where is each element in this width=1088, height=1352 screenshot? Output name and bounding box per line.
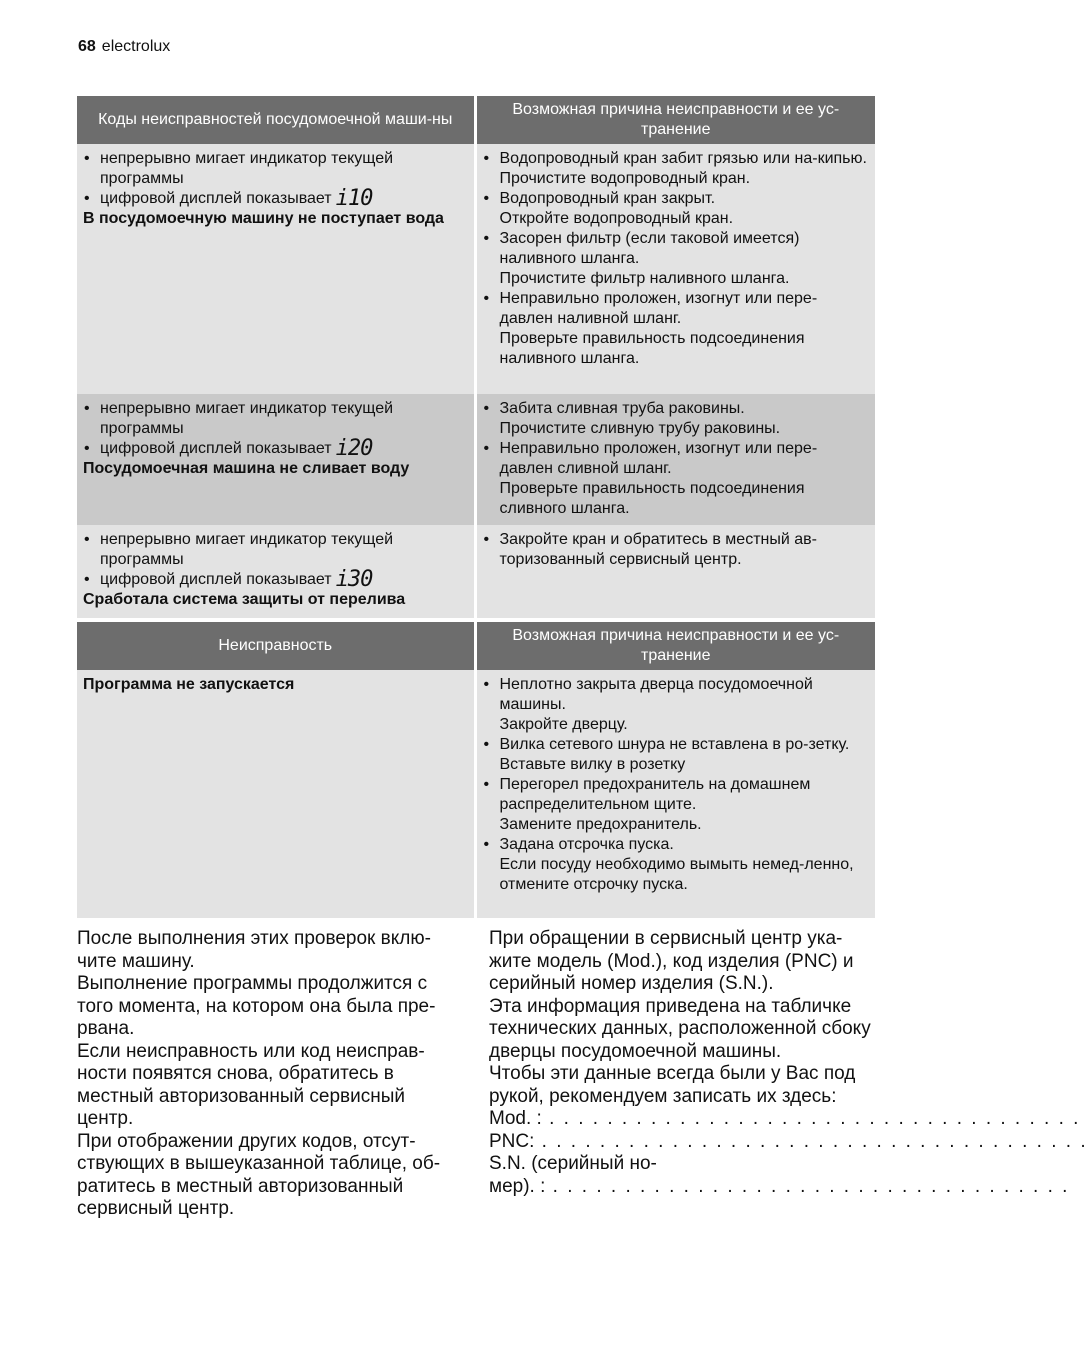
fix-text: Проверьте правильность подсоединения наливного шланга.: [499, 330, 805, 367]
causes-cell: [475, 144, 875, 394]
list-item: [83, 186, 466, 211]
table-row: [77, 144, 875, 394]
list-item: [483, 229, 868, 289]
pnc-fill-line: [489, 1130, 1088, 1154]
cause-text: Задана отсрочка пуска.: [499, 836, 674, 853]
troubleshooting-table: [77, 622, 875, 918]
dotted-leader: . . . . . . . . . . . . . . . . . . . . . . . . . . . . . . . . . . . . .: [541, 1108, 1081, 1129]
paragraph: Эта информация приведена на табличке технических данных, расположенной сбоку дверцы посудомоечной машины.: [489, 995, 871, 1062]
list-item: [483, 149, 868, 189]
fault-cell: [77, 525, 475, 618]
paragraph: Чтобы эти данные всегда были у Вас под рукой, рекомендуем записать их здесь:: [489, 1063, 856, 1107]
fix-text: Вставьте вилку в розетку: [499, 756, 686, 773]
sn-label-first-line: S.N. (серийный но-: [489, 1153, 657, 1174]
fault-title: Программа не запускается: [83, 676, 295, 693]
table1-header-codes: Коды неисправностей посудомоечной маши-ны: [77, 96, 475, 144]
fix-text: Прочистите сливную трубу раковины.: [499, 420, 781, 437]
cause-text: Водопроводный кран забит грязью или на-кипью.: [499, 150, 867, 167]
list-item: [83, 567, 466, 592]
after-checks-text: [77, 928, 462, 1221]
pnc-label: PNC:: [489, 1130, 535, 1152]
fix-text: Прочистите фильтр наливного шланга.: [499, 270, 790, 287]
cause-text: Водопроводный кран закрыт.: [499, 190, 716, 207]
list-item: [483, 189, 868, 229]
list-item: • непрерывно мигает индикатор текущей программы: [83, 399, 466, 439]
page-header: [78, 38, 170, 56]
paragraph: Если неисправность или код неисправ-ности появятся снова, обратитесь в местный авторизованный сервисный центр.: [77, 1040, 425, 1129]
paragraph: Выполнение программы продолжится с того момента, на котором она была пре-рвана.: [77, 973, 436, 1039]
dotted-leader: . . . . . . . . . . . . . . . . . . . . . . . . . . . . . . . . . . . . . .: [534, 1130, 1088, 1152]
list-item: • непрерывно мигает индикатор текущей программы: [83, 530, 466, 570]
fault-title: Сработала система защиты от перелива: [83, 591, 406, 608]
causes-cell: [475, 670, 875, 918]
paragraph: При обращении в сервисный центр ука-жите модель (Mod.), код изделия (PNC) и серийный номер изделия (S.N.).: [489, 928, 854, 994]
sn-label: мер). :: [489, 1175, 546, 1197]
display-code: i10: [335, 186, 373, 211]
display-code: i20: [335, 436, 373, 461]
sn-fill-line: [489, 1175, 1070, 1199]
list-item: [483, 775, 868, 835]
list-item: • непрерывно мигает индикатор текущей программы: [83, 149, 466, 189]
list-item: [483, 399, 868, 439]
causes-cell: [475, 394, 875, 525]
fix-text: Прочистите водопроводный кран.: [499, 170, 751, 187]
error-codes-table: [77, 96, 875, 618]
display-code: i30: [335, 567, 373, 592]
cause-text: Неплотно закрыта дверца посудомоечной машины.: [499, 676, 813, 713]
page-number: 68: [78, 38, 96, 55]
cause-text: Засорен фильтр (если таковой имеется) наливного шланга.: [499, 230, 800, 267]
list-item: [483, 735, 868, 775]
fault-cell: [77, 394, 475, 525]
cause-text: Закройте кран и обратитесь в местный ав-торизованный сервисный центр.: [499, 531, 817, 568]
table-row: [77, 394, 875, 525]
table2-header-fault: Неисправность: [77, 622, 475, 670]
mod-fill-line: [489, 1108, 1081, 1131]
list-item-text: цифровой дисплей показывает: [100, 440, 332, 457]
cause-text: Неправильно проложен, изогнут или пере-давлен сливной шланг.: [499, 440, 818, 477]
fix-text: Проверьте правильность подсоединения сливного шланга.: [499, 480, 805, 517]
table-row: [77, 670, 875, 918]
fault-title: В посудомоечную машину не поступает вода: [83, 210, 444, 227]
list-item-text: цифровой дисплей показывает: [100, 190, 332, 207]
cause-text: Перегорел предохранитель на домашнем распределительном щите.: [499, 776, 811, 813]
list-item: [483, 835, 868, 895]
table2-header-causes: Возможная причина неисправности и ее ус-транение: [475, 622, 875, 670]
fault-title: Посудомоечная машина не сливает воду: [83, 460, 410, 477]
cause-text: Забита сливная труба раковины.: [499, 400, 745, 417]
causes-cell: [475, 525, 875, 618]
fix-text: Замените предохранитель.: [499, 816, 702, 833]
list-item: [483, 439, 868, 519]
fix-text: Если посуду необходимо вымыть немед-ленно, отмените отсрочку пуска.: [499, 856, 854, 893]
cause-text: Вилка сетевого шнура не вставлена в ро-зетку.: [499, 736, 850, 753]
table1-header-causes: Возможная причина неисправности и ее ус-транение: [475, 96, 875, 144]
fix-text: Откройте водопроводный кран.: [499, 210, 734, 227]
dotted-leader: . . . . . . . . . . . . . . . . . . . . . . . . . . . . . . . . . . . .: [545, 1175, 1070, 1197]
fault-cell: [77, 670, 475, 918]
list-item: [483, 675, 868, 735]
brand-name: electrolux: [101, 38, 171, 55]
cause-text: Неправильно проложен, изогнут или пере-давлен наливной шланг.: [499, 290, 818, 327]
service-info-text: [489, 928, 1088, 1198]
list-item: [83, 436, 466, 461]
paragraph: После выполнения этих проверок вклю-чите машину.: [77, 928, 431, 972]
fault-cell: [77, 144, 475, 394]
list-item-text: цифровой дисплей показывает: [100, 571, 332, 588]
table-row: [77, 525, 875, 618]
fix-text: Закройте дверцу.: [499, 716, 628, 733]
list-item: [483, 530, 868, 570]
list-item: [483, 289, 868, 369]
mod-label: Mod. :: [489, 1108, 542, 1129]
paragraph: При отображении других кодов, отсут-ствующих в вышеуказанной таблице, об-ратитесь в местный авторизованный сервисный центр.: [77, 1130, 441, 1219]
